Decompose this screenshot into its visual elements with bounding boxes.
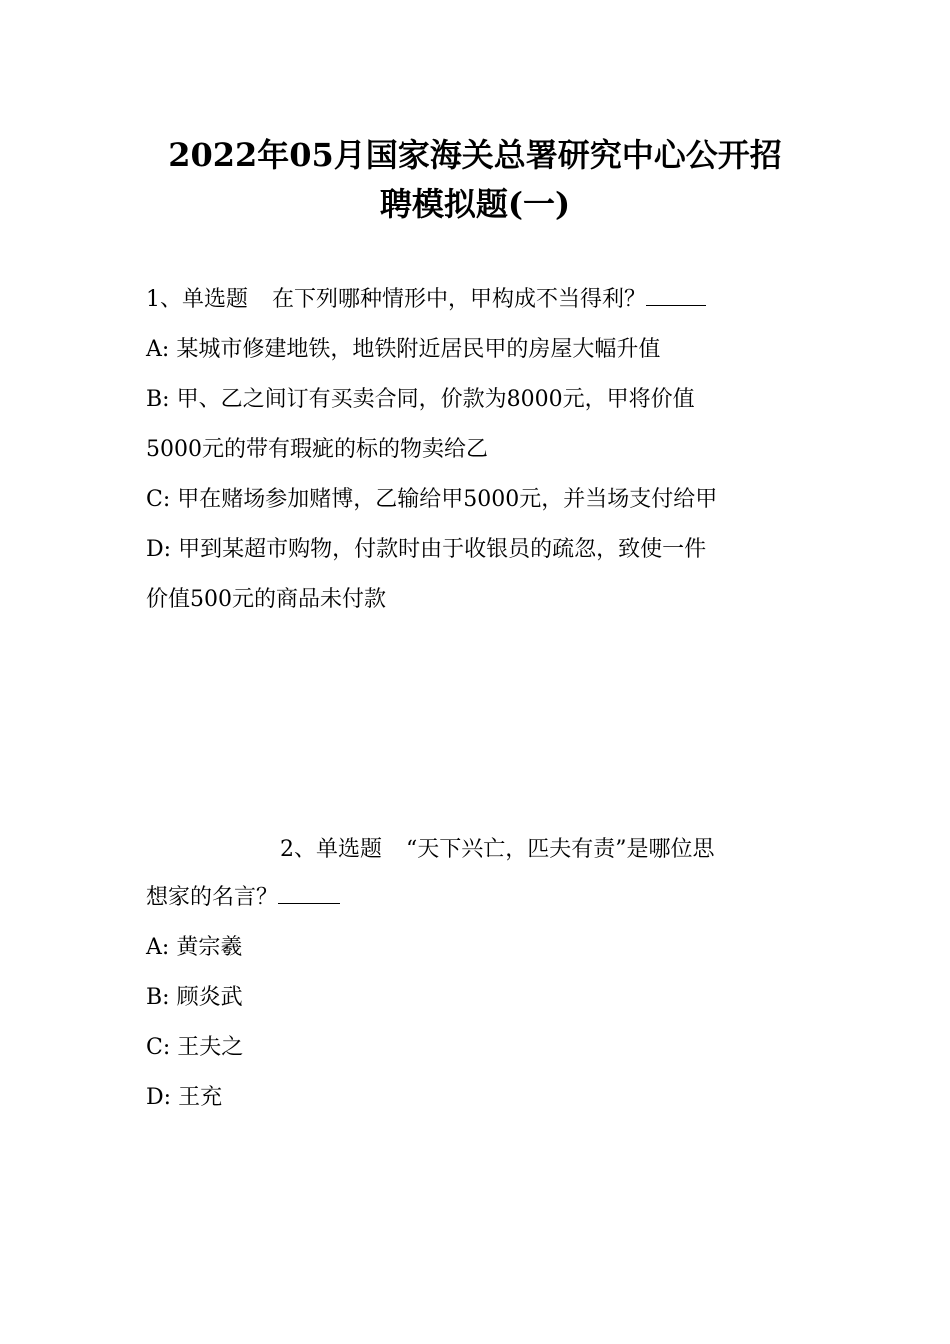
question-2-option-d [146, 1083, 816, 1113]
question-2-text: “天下兴亡，匹夫有责”是哪位思 [406, 837, 715, 862]
question-2-type: 单选题 [316, 837, 383, 862]
question-2-stem [280, 835, 820, 865]
option-text: 顾炎武 [176, 985, 243, 1010]
option-label: A: [146, 337, 170, 362]
option-label: B: [146, 985, 170, 1010]
option-text: 甲、乙之间订有买卖合同，价款为8000元，甲将价值 [176, 387, 695, 412]
question-1-text: 在下列哪种情形中，甲构成不当得利？ [272, 287, 647, 312]
question-2-option-a [146, 933, 816, 963]
option-text: 甲在赌场参加赌博，乙输给甲5000元，并当场支付给甲 [177, 487, 718, 512]
option-label: C: [146, 1035, 171, 1060]
option-text: 黄宗羲 [176, 935, 243, 960]
question-2-answer-blank [278, 883, 340, 904]
question-1-number: 1、 [146, 287, 182, 312]
option-label: C: [146, 487, 171, 512]
option-label: D: [146, 537, 172, 562]
option-label: D: [146, 1085, 172, 1110]
question-1-option-a [146, 335, 816, 365]
document-title-line-2: 聘模拟题(一) [379, 185, 571, 223]
question-2-option-b [146, 983, 816, 1013]
question-2-text-continued: 想家的名言？ [146, 885, 279, 910]
option-label: B: [146, 387, 170, 412]
question-1-option-b [146, 385, 816, 415]
question-1-answer-blank [646, 285, 706, 306]
question-2-stem-continued [146, 883, 816, 913]
question-1-stem [146, 285, 816, 315]
option-text: 甲到某超市购物，付款时由于收银员的疏忽，致使一件 [178, 537, 707, 562]
question-1-option-c [146, 485, 816, 515]
question-2-number: 2、 [280, 837, 316, 862]
option-label: A: [146, 935, 170, 960]
document-title-line-1: 2022年05月国家海关总署研究中心公开招 [168, 136, 782, 174]
question-1-option-d [146, 535, 816, 565]
question-2-option-c [146, 1033, 816, 1063]
option-text: 某城市修建地铁，地铁附近居民甲的房屋大幅升值 [176, 337, 661, 362]
question-1-option-b-continued: 5000元的带有瑕疵的标的物卖给乙 [146, 437, 488, 462]
option-text: 王充 [178, 1085, 223, 1110]
option-text: 王夫之 [177, 1035, 244, 1060]
question-1-option-d-continued: 价值500元的商品未付款 [146, 587, 386, 612]
question-1-type: 单选题 [182, 287, 249, 312]
